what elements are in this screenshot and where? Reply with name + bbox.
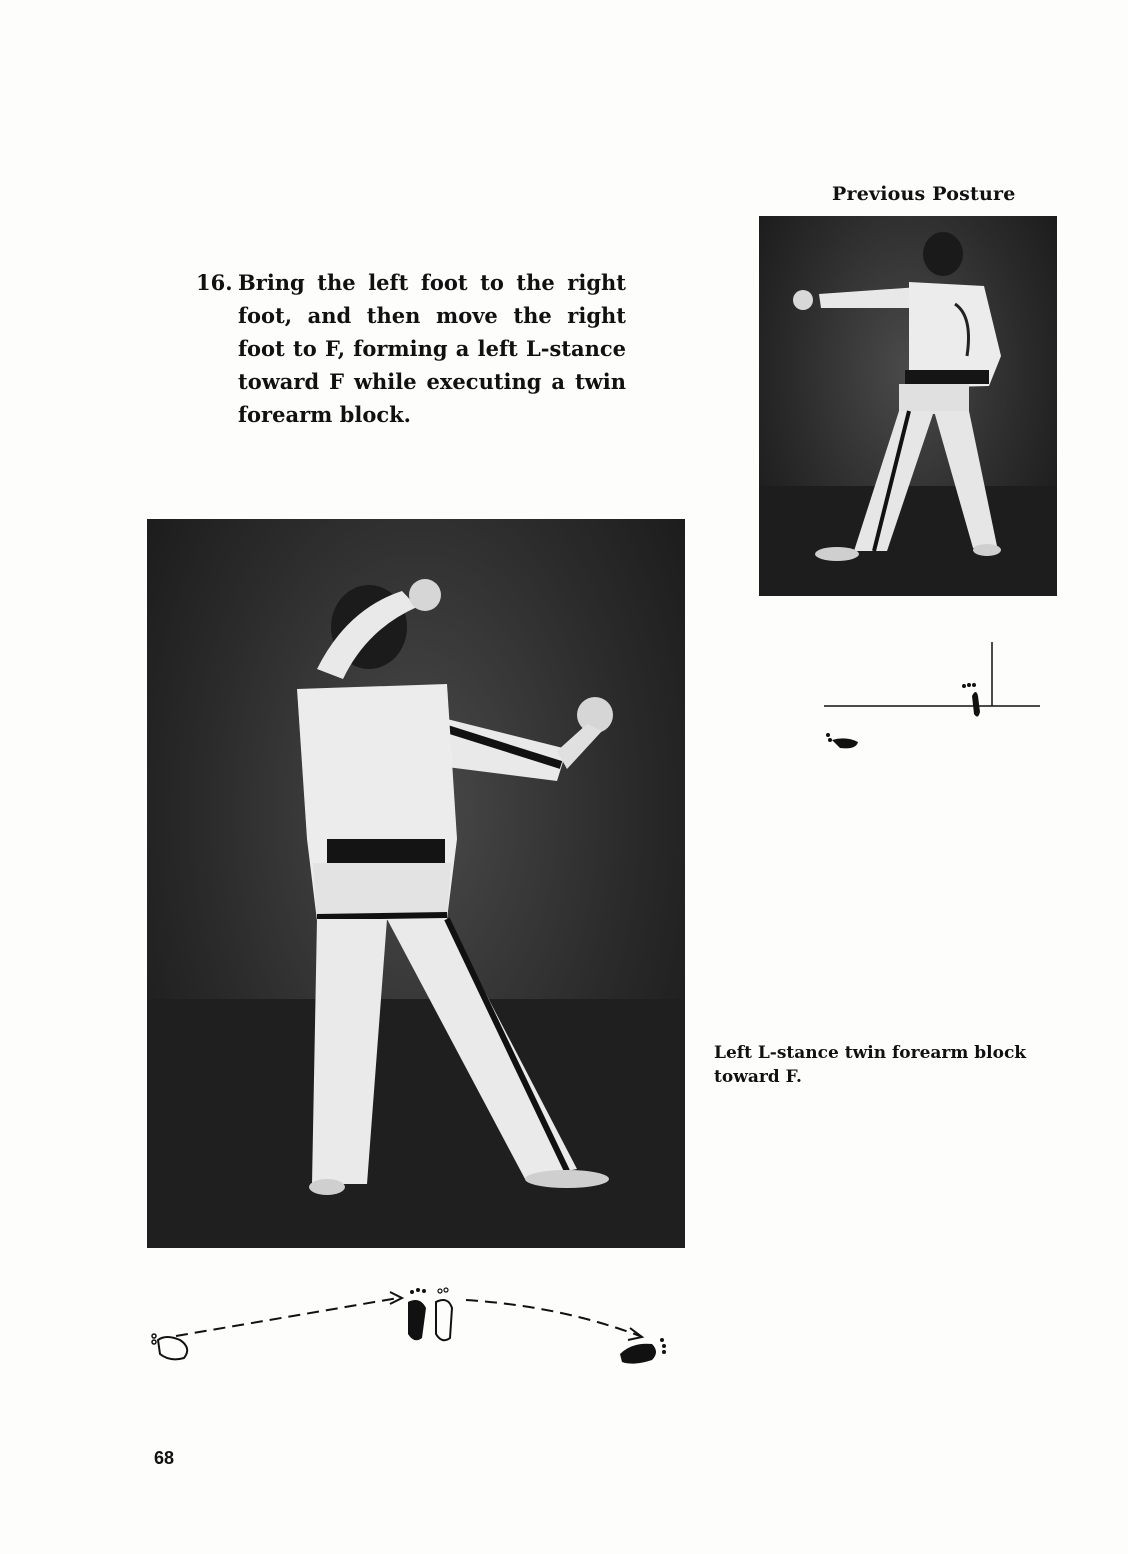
- step-text: Bring the left foot to the right foot, and then move the right foot to F, forming a left L-stance toward F while executing a twin forearm block.: [238, 270, 626, 427]
- caption-line-2: toward F.: [714, 1067, 802, 1087]
- page-number: 68: [154, 1448, 175, 1468]
- caption-line-1: Left L-stance twin forearm block: [714, 1043, 1027, 1063]
- stance-diagram-previous: [818, 638, 1048, 758]
- step-number: 16.: [196, 270, 233, 295]
- previous-posture-photo: [759, 216, 1057, 596]
- photo-caption: [714, 1041, 1054, 1089]
- step-instruction: [196, 266, 626, 431]
- main-stance-photo: [147, 519, 685, 1248]
- previous-posture-label: Previous Posture: [832, 183, 1016, 205]
- footstep-movement-diagram: [140, 1280, 680, 1390]
